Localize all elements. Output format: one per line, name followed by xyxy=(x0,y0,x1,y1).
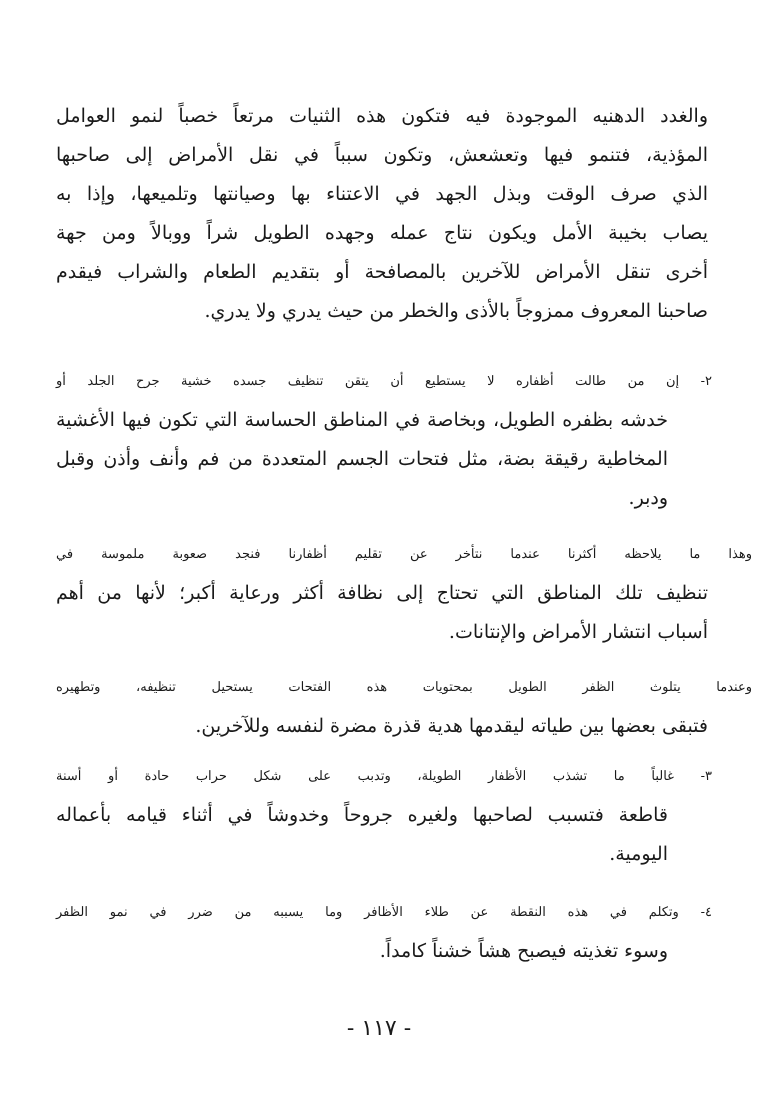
text-line: قاطعة فتسبب لصاحبها ولغيره جروحاً وخدوشاً في أثناء قيامه بأعماله xyxy=(56,804,668,826)
text-line: ٢- إن من طالت أظفاره لا يستطيع أن يتقن تنظيف جسده خشية جرح الجلد أو xyxy=(56,374,712,389)
text-line: صاحبنا المعروف ممزوجاً بالأذى والخطر من حيث يدري ولا يدري. xyxy=(204,300,708,322)
text-line: ٤- وتكلم في هذه النقطة عن طلاء الأظافر وما يسببه من ضرر في نمو الظفر xyxy=(56,905,712,920)
text-line: أسباب انتشار الأمراض والإنتانات. xyxy=(448,621,708,643)
text-line: وهذا ما يلاحظه أكثرنا عندما نتأخر عن تقليم أظفارنا فنجد صعوبة ملموسة في xyxy=(56,547,752,562)
text-line: يصاب بخيبة الأمل ويكون نتاج عمله وجهده الطويل شراً ووبالاً ومن جهة xyxy=(56,222,708,244)
page-number: - ١١٧ - xyxy=(346,1016,412,1041)
text-line: المؤذية، فتنمو فيها وتعشعش، وتكون سبباً في نقل الأمراض إلى صاحبها xyxy=(56,144,708,166)
text-line: المخاطية رقيقة بضة، مثل فتحات الجسم المتعددة من فم وأنف وأذن وقبل xyxy=(56,448,668,470)
text-line: والغدد الدهنيه الموجودة فيه فتكون هذه الثنيات مرتعاً خصباً لنمو العوامل xyxy=(56,105,708,127)
text-line: أخرى تنقل الأمراض للآخرين بالمصافحة أو بتقديم الطعام والشراب فيقدم xyxy=(56,261,708,283)
text-line: تنظيف تلك المناطق التي تحتاج إلى نظافة أكثر ورعاية أكبر؛ لأنها من أهم xyxy=(56,582,708,604)
text-line: فتبقى بعضها بين طياته ليقدمها هدية قذرة مضرة لنفسه وللآخرين. xyxy=(195,715,708,737)
paragraph-1 xyxy=(56,97,708,331)
text-line: اليومية. xyxy=(609,843,668,865)
paragraph-3 xyxy=(56,535,752,652)
text-line: خدشه بظفره الطويل، وبخاصة في المناطق الحساسة التي تكون فيها الأغشية xyxy=(56,409,668,431)
text-line: وعندما يتلوث الظفر الطويل بمحتويات هذه الفتحات يستحيل تنظيفه، وتطهيره xyxy=(56,680,752,695)
text-line: ودبر. xyxy=(628,487,668,509)
paragraph-2 xyxy=(56,362,712,518)
paragraph-6 xyxy=(56,893,712,971)
paragraph-5 xyxy=(56,757,712,874)
paragraph-4 xyxy=(56,668,752,746)
text-line: وسوء تغذيته فيصبح هشاً خشناً كامداً. xyxy=(379,940,668,962)
text-line: الذي صرف الوقت وبذل الجهد في الاعتناء بها وصيانتها وتلميعها، وإذا به xyxy=(56,183,708,205)
text-line: ٣- غالباً ما تشذب الأظفار الطويلة، وتدبب على شكل حراب حادة أو أسنة xyxy=(56,769,712,784)
